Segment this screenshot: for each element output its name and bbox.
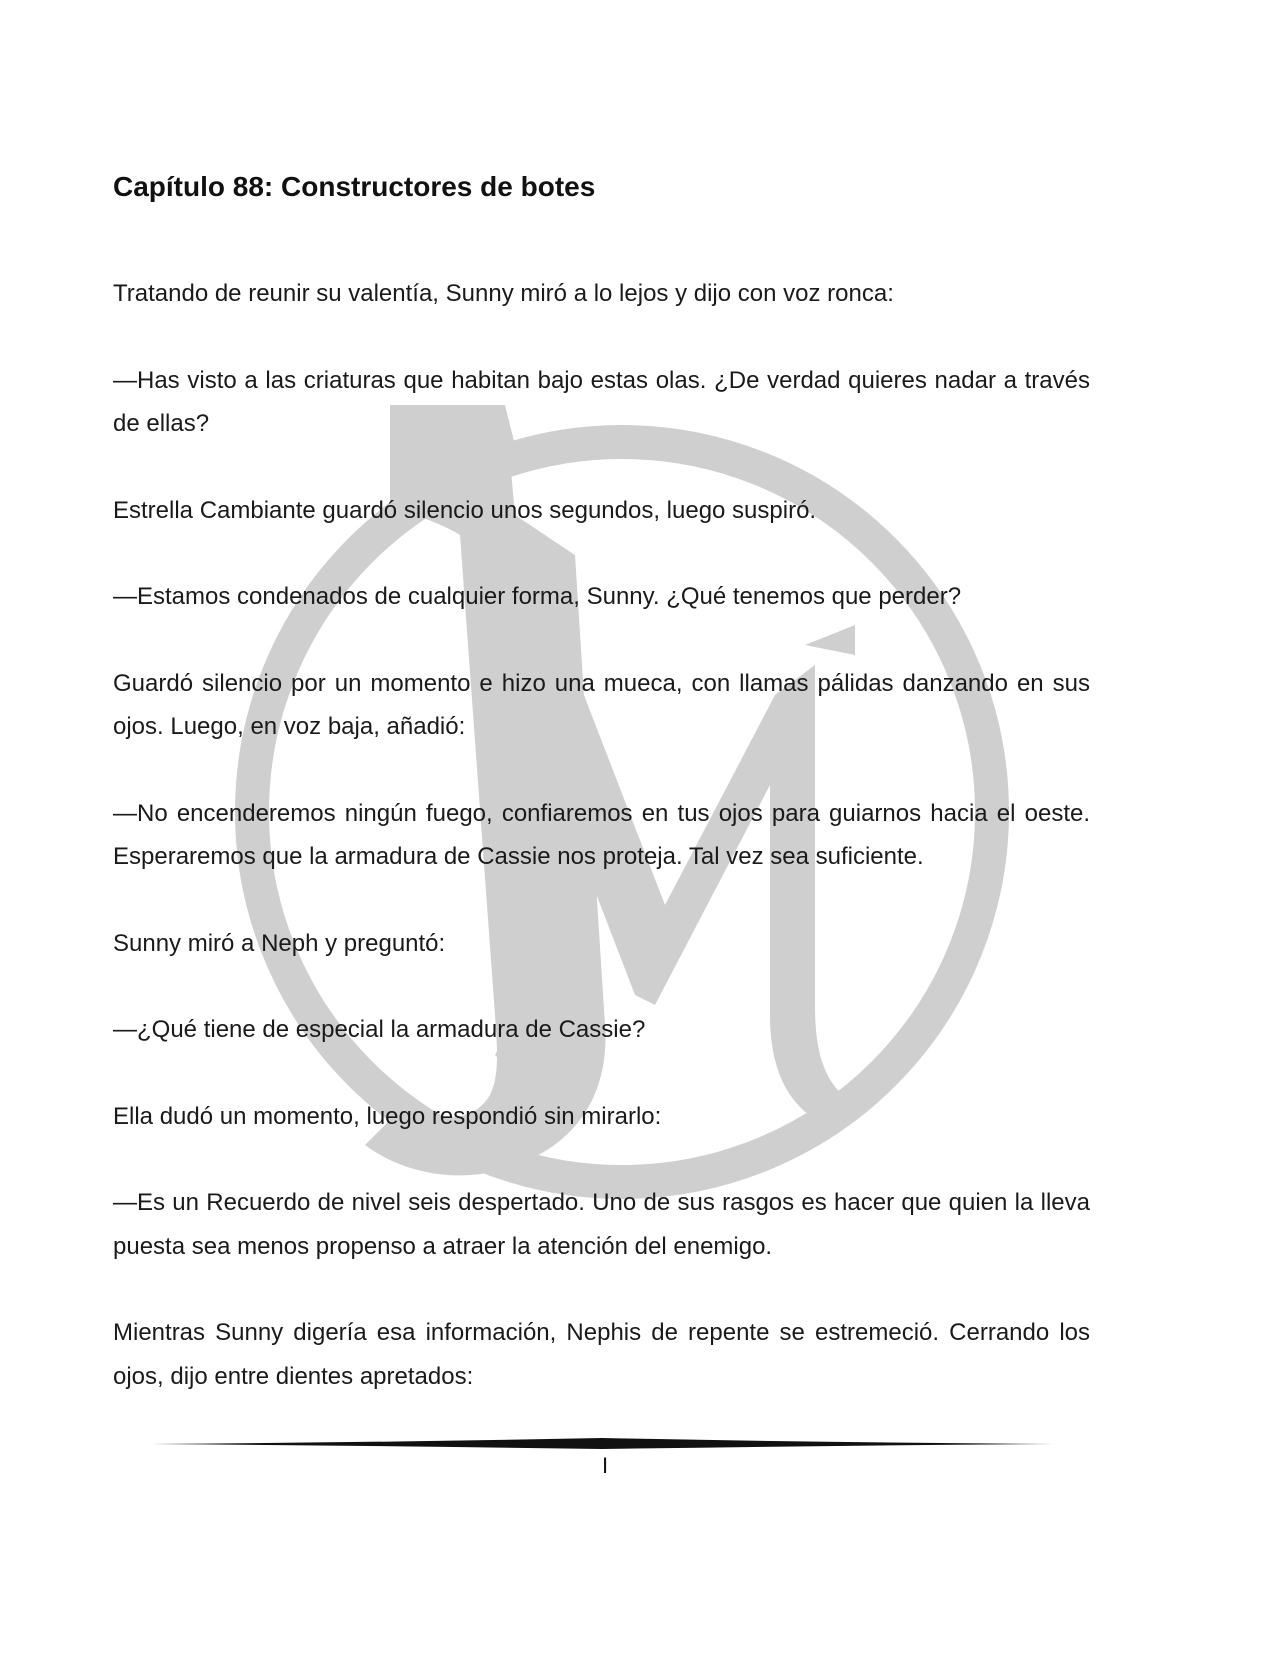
paragraph-1: Tratando de reunir su valentía, Sunny miró a lo lejos y dijo con voz ronca: xyxy=(113,280,894,307)
paragraph-2: —Has visto a las criaturas que habitan bajo estas olas. ¿De verdad quieres nadar a través de ellas? xyxy=(113,366,1090,437)
paragraph-10: —Es un Recuerdo de nivel seis despertado. Uno de sus rasgos es hacer que quien la lleva puesta sea menos propenso a atraer la atención del enemigo. xyxy=(113,1189,1090,1260)
paragraph-9: Ella dudó un momento, luego respondió sin mirarlo: xyxy=(113,1102,662,1130)
paragraph-6: —No encenderemos ningún fuego, confiaremos en tus ojos para guiarnos hacia el oeste. Esperaremos que la armadura de Cassie nos proteja. Tal vez sea suficiente. xyxy=(113,799,1090,870)
paragraph-11: Mientras Sunny digería esa información, Nephis de repente se estremeció. Cerrando los ojos, dijo entre dientes apretados: xyxy=(113,1319,1090,1390)
paragraph-8: —¿Qué tiene de especial la armadura de Cassie? xyxy=(113,1016,646,1043)
paragraph-5: Guardó silencio por un momento e hizo una mueca, con llamas pálidas danzando en sus ojos. Luego, en voz baja, añadió: xyxy=(113,669,1090,740)
page-number: I xyxy=(601,1453,609,1478)
paragraph-3: Estrella Cambiante guardó silencio unos segundos, luego suspiró. xyxy=(113,496,817,524)
paragraph-7: Sunny miró a Neph y preguntó: xyxy=(113,929,446,957)
paragraph-4: —Estamos condenados de cualquier forma, Sunny. ¿Qué tenemos que perder? xyxy=(113,583,962,610)
footer-divider xyxy=(152,1436,1053,1452)
document-body xyxy=(113,170,1090,1441)
chapter-title: Capítulo 88: Constructores de botes xyxy=(113,171,596,202)
